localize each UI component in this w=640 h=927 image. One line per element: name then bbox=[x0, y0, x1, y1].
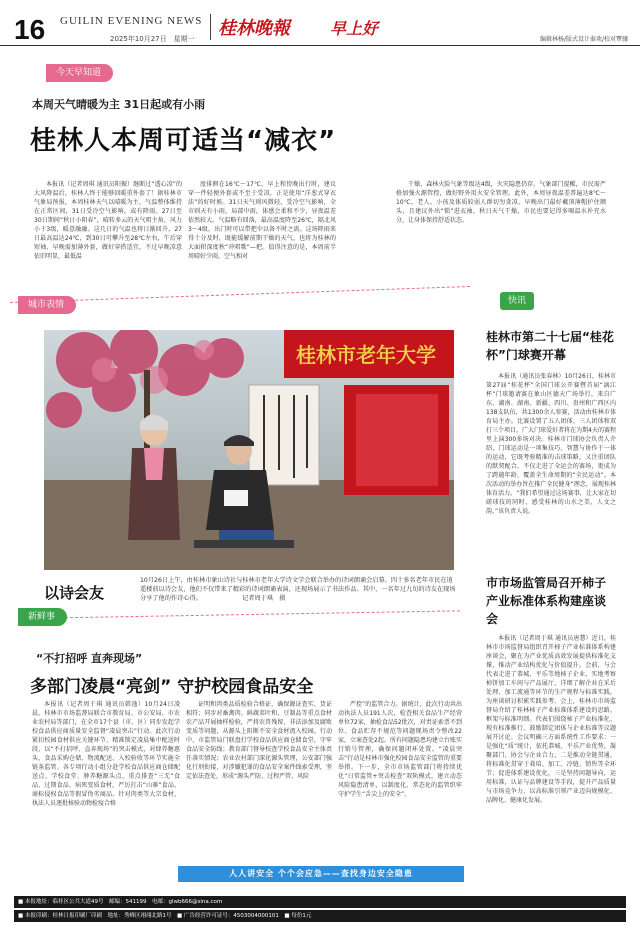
flash-body: 本报讯（通讯员张春林）10月26日，桂林市第27届“桂花杯”全国门球公开赛暨首届“漓江杯”门球邀请赛在象山区德天广场举行，来自广东、湖南、湖南、新疆、四川、贵州和广西区内138支队伍，共1300余人参赛，活动由桂林市体育局主办。比赛设置了五人团体、三人团体和双打三个项目，广大门球爱好者将在为期4天的赛程里上演300多场对决。桂林市门球协会负责人介绍，门球运动是一项集技巧、智慧与协作于一体的运动，它既考验精准的击球策略，又注重团队的默契配合，不仅走进了全运会的赛场，更成为了跨越年龄、覆盖全生命周期的“全民运动”。本次活动的举办旨在推广全民健身“理念，展现桂林体育活力。“我们希望通过这场赛事，让大家在切磋球技的同时，感受桂林的山水之美、人文之韵，”该负责人说。 bbox=[486, 373, 616, 515]
food-headline: 多部门凌晨“亮剑” 守护校园食品安全 bbox=[30, 677, 314, 697]
food-kicker: “不打招呼 直奔现场” bbox=[36, 652, 143, 665]
column-name: 早上好 bbox=[330, 19, 379, 38]
paper-name-en: GUILIN EVENING NEWS bbox=[60, 15, 203, 27]
weather-kicker: 本周天气晴暖为主 31日起或有小雨 bbox=[32, 98, 206, 111]
banner-text: 桂林市老年大学 bbox=[296, 343, 436, 367]
weather-body-col1: 本报讯（记者周琪 通讯员阳振）继断过“透心凉”的大风降温后，桂林人终于能够回暖重外套了！据桂林市气象局预报，本周桂林天气以晴暖为主，气温整体维持在正常区间，31日受冷空气影响，或有降雨。27日至30日期间“秋日小阳春”，晴转多云的天气唱主角，风力小于3级，暖意融融。这几日的气温也将日渐回升，27日最高温达24℃，到30日可攀升至28℃左右，午后穿短袖、早晚需加薄外套，做好穿搭适宜，不过早晚凉意依旧明显，最低温 bbox=[34, 181, 182, 260]
food-body-col1: 本报讯（记者周于琪 通讯员韩逸）10月24日凌晨，桂林市市场监督局联合市教育局、市公安局、市农业农村局等部门，在全市17个县（市、区）同步发起学校食品供应商质量安全监督“凌晨突击”行动。此次行动紧扣校园食材供应关键环节，精准锁定凌晨集中配送时段，以“不打招呼、直奔现场”的突击模式，对肆养糖惠头、食品采购仓储、物流配送、入校验收等环节实施全链条监管。各专项行动小组分赴学校食品供应商仓储配送点、学校食堂、肿养糖源头点，重点排查“三无”食品、过期食品、病死变质食材，严厉打击“山寨”食品、商标侵权食品等假冒伪劣商品。针对肉类等大宗食材，执法人员逐批核验动物检疫合格 bbox=[32, 701, 180, 807]
page-number: 16 bbox=[14, 14, 46, 45]
section-tag-flash: 快讯 bbox=[500, 292, 534, 310]
issue-date: 2025年10月27日 星期一 bbox=[110, 35, 195, 43]
photo-illustration bbox=[44, 330, 454, 570]
poetry-event-photo bbox=[44, 330, 454, 570]
weather-body-col3: 干燥，森林火险气象等级达4级，火灾隐患仍存。气象部门提醒，市民需严格加强火源管控，做好野外用火安全管理。此外，本周昼夜温差普遍达8℃～10℃，老人、小孩及体质较弱人群切勿贪凉，早晚出门最好戴顶薄帽护住额头，且建议外出“锁”进衣袖，秋日天气干燥，市民也要记得多喝温水补充水分，让身体保持舒适状态。 bbox=[396, 181, 606, 224]
food-body-col2: 证明和肉类品质检验合格证，确保源证查实、货证相符；同步对畜禽肉、鲜蔬菜叶和、豆制品等重点食材农产品开展抽样检验，严将农兽残留、非法添加及腐败变质等问题，从源头上阻断不安全食材流入校园。行动中，市监管局门联盘打学校食品供应商仓储食堂，守牢食品安全防线；教育部门督导校查学校食品安全主体责任落实情况；农业农村部门深化源头管理，公安部门强化行刑衔接，对涉嫌犯罪的食品安全案件线索受理，坚定依法查处，形成“源头严防、过程严管、风险 bbox=[186, 701, 332, 780]
decorative-dash-line bbox=[40, 610, 460, 618]
footer-print: ■ 本报印刷：桂林日报印刷厂印刷 地址：秀峰区翊翊北路1号 ■ 广告经营许可证号：4503004000101 ■ 每份1元 bbox=[14, 910, 626, 922]
masthead bbox=[0, 0, 640, 46]
safety-banner: 人人讲安全 个个会应急——查找身边安全隐患 bbox=[178, 866, 464, 882]
market-body: 本报讯（记者周于琪 通讯员唐慧）近日，桂林市市场监督局组织召开柿子产业标准体系构建座谈会，聚在为产业优质高效发展提供标准化支撑，推动产业结构优化与价值提升。会前，与会代表走进了恭城、平乐等地柿子企业，实地考察柿饼加工车间与产品展厅，详细了解企业在采后处理、加工流通等环节的生产规程与标准实践，为座谈研讨积累实践参考。会上，桂林市市场监督局介绍了桂林柿子产业标准体系建设的思路，框架与标准明细。代表们围绕柿子产业标准化、现有标准推行、鼓励制定团体与企业标准等议题展开讨论。会议明确三方面系统性工作要求：一是强化“质”统计，依托恭城、平乐产业优势，凝聚部门、协会与企业合力，二是推动全链贯通，将标准化贯穿于栽培、加工、冷链、销售等全环节；促进体系建设优化，三是坚持问题导向，运用标准，认证与品牌建设等手段，提升产品质量与市场竞争力，以高标准引领产业迈向规模化、品牌化、健康化发展。 bbox=[486, 635, 616, 804]
food-body-col3: 严控”的监管合力。据统计，此次行动共出动执法人员191人次，检查相关食品生产经营单位72家，抽检食品52批次，对责证索票不到位、食品贮存不规范等问题现场责令整改22家，立案查处2起。所有问题隐患均建立台账实行销号管理，确保问题闭环处置。“凌晨突击”行动是桂林市强化校园食品安全监管的重要举措。下一步，全市市场监管部门将持续优化“日常监管+突击检查”双轨模式，建立动态风险隐患清单，以制度化、常态化的监管织牢守护学生“舌尖上的安全”。 bbox=[338, 701, 462, 798]
footer bbox=[0, 894, 640, 927]
newspaper-logo: 桂林晚報 bbox=[218, 18, 290, 39]
photo-story-title: 以诗会友 bbox=[44, 584, 105, 602]
weather-headline: 桂林人本周可适当“减衣” bbox=[30, 126, 337, 156]
photo-caption: 10月26日上午，由桂林市象山诗社与桂林市老年大学诗文学会联合举办的诗词朗诵会启幕。四十多名老年市民在逍遥楼前以诗会友，他们不仅带来了精彩的诗词朗诵表演，还现场展示了书法作品。其中，一名年过九旬的诗友在现场分享了他的作诗心得。 记者周于琪 摄 bbox=[140, 577, 456, 602]
weather-body-col2: 度徘徊在16℃～17℃，早上和傍晚出行时，建议穿一件轻便外套或不至于受凉，正是使用“洋葱式穿衣法”的好时候。31日天气则风微轻，受冷空气影响，全市则天有小雨，局部中雨，体感会柔和不少，昼夜温差依然较大。气温略有回落，最高温度降至26℃，隔北风3～4级，出门时可以带把伞以备不时之需。这场降雨来得十分及时，既能缓解前期干燥的天气，也将为桂林的大面积深度秋“冲唱歌”—把。值得注意的是，本周前半周晴好少雨，空气相对 bbox=[188, 181, 336, 260]
section-tag-city: 城市表情 bbox=[18, 296, 76, 314]
flash-headline: 桂林市第二十七届“桂花杯”门球赛开幕 bbox=[486, 330, 614, 362]
editor-credits: 编辑林杨/版式设计秦欢/校对覃骧 bbox=[539, 36, 628, 43]
market-headline: 市市场监管局召开柿子产业标准体系构建座谈会 bbox=[486, 576, 607, 626]
divider bbox=[210, 14, 211, 40]
section-tag-today: 今天早知道 bbox=[46, 64, 113, 82]
decorative-dash-line bbox=[10, 286, 470, 303]
footer-address: ■ 本报地址：临桂区公共大道49号 邮编：541199 电邮：glwb666@sina.com bbox=[14, 896, 626, 908]
section-tag-news: 新鲜事 bbox=[18, 608, 67, 626]
